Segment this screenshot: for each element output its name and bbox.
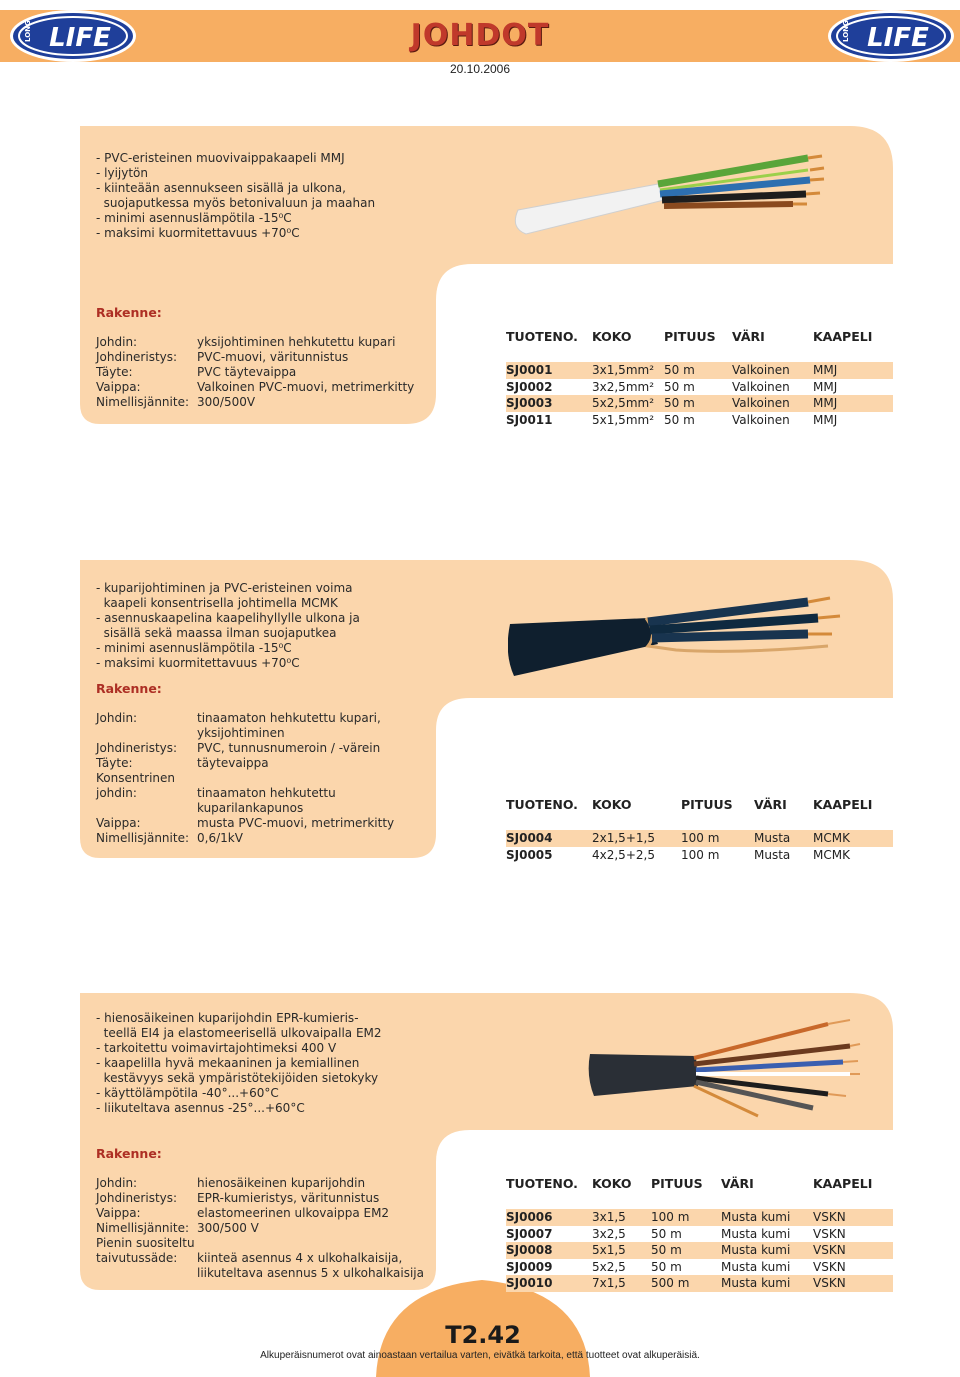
spec-label: Vaippa: [96, 816, 141, 830]
spec-row [96, 1251, 431, 1266]
cell-koko: 3x1,5mm² [592, 363, 655, 377]
cell-vari: Valkoinen [732, 412, 790, 427]
section3-rakenne-heading: Rakenne: [96, 1146, 162, 1161]
section2-specs [96, 711, 426, 846]
bullet-line: kaapeli konsentrisella johtimella MCMK [96, 596, 338, 610]
cell-koko: 3x2,5mm² [592, 379, 655, 394]
cell-code: SJ0002 [506, 379, 553, 394]
cell-pituus: 500 m [651, 1276, 690, 1291]
spec-row [96, 756, 426, 771]
spec-label: Nimellisjännite: [96, 395, 189, 409]
section3-bullets [96, 1011, 382, 1116]
bullet-line: - kaapelilla hyvä mekaaninen ja kemiallinen [96, 1056, 360, 1070]
bullet-line: - minimi asennuslämpötila -15⁰C [96, 211, 292, 225]
spec-value: PVC täytevaippa [197, 365, 297, 379]
table-header-row [506, 1176, 893, 1192]
bullet-line: kestävyys sekä ympäristötekijöiden sietokyky [96, 1071, 379, 1085]
spec-label: Johdineristys: [96, 350, 178, 364]
section2-bullets [96, 581, 360, 671]
cell-kaapeli: VSKN [813, 1259, 846, 1274]
cell-vari: Valkoinen [732, 363, 790, 377]
spec-row [96, 741, 426, 756]
bullet-line: - maksimi kuormitettavuus +70⁰C [96, 656, 300, 670]
cell-kaapeli: VSKN [813, 1210, 846, 1224]
cell-koko: 3x2,5 [592, 1226, 626, 1241]
spec-label: Johdin: [96, 335, 138, 349]
bullet-line: - liikuteltava asennus -25°...+60°C [96, 1101, 305, 1115]
cell-kaapeli: MMJ [813, 412, 838, 427]
spec-value: PVC, tunnusnumeroin / -värein [197, 741, 381, 755]
cell-code: SJ0003 [506, 396, 553, 411]
table-row [506, 412, 893, 429]
spec-label: Konsentrinen [96, 771, 176, 785]
spec-label: Johdin: [96, 1176, 138, 1190]
cell-koko: 2x1,5+1,5 [592, 831, 655, 845]
col-header-kaapeli: KAAPELI [813, 329, 873, 344]
cell-code: SJ0011 [506, 412, 553, 427]
spec-row [96, 1236, 431, 1251]
table-row [506, 1242, 893, 1259]
cell-koko: 5x2,5 [592, 1259, 626, 1274]
spec-row [96, 380, 426, 395]
cell-code: SJ0006 [506, 1210, 553, 1224]
page-date: 20.10.2006 [449, 62, 511, 76]
bullet-line: teellä EI4 ja elastomeerisellä ulkovaipalla EM2 [96, 1026, 382, 1040]
cell-kaapeli: MCMK [813, 847, 850, 862]
spec-label: Johdin: [96, 711, 138, 725]
col-header-vari: VÄRI [721, 1176, 754, 1191]
spec-value: kiinteä asennus 4 x ulkohalkaisija, [197, 1251, 403, 1265]
spec-row [96, 771, 426, 786]
bullet-line: suojaputkessa myös betonivaluun ja maahan [96, 196, 376, 210]
table-row [506, 1259, 893, 1276]
col-header-pituus: PITUUS [664, 329, 716, 344]
col-header-vari: VÄRI [754, 797, 787, 812]
table-row [506, 395, 893, 412]
cell-code: SJ0005 [506, 847, 553, 862]
cell-kaapeli: VSKN [813, 1226, 846, 1241]
spec-label: Johdineristys: [96, 1191, 178, 1205]
cell-kaapeli: MMJ [813, 379, 838, 394]
spec-row [96, 816, 426, 831]
section1-rakenne-heading: Rakenne: [96, 305, 162, 320]
cell-pituus: 50 m [664, 412, 695, 427]
spec-value: Valkoinen PVC-muovi, metrimerkitty [197, 380, 415, 394]
cable-image-mcmk [508, 584, 848, 684]
cell-vari: Musta kumi [721, 1276, 791, 1291]
bullet-line: - asennuskaapelina kaapelihyllylle ulkona ja [96, 611, 360, 625]
spec-label: Vaippa: [96, 1206, 141, 1220]
spec-label: Johdineristys: [96, 741, 178, 755]
spec-value: tinaamaton hehkutettu [197, 786, 336, 800]
col-header-pituus: PITUUS [651, 1176, 703, 1191]
spec-value: yksijohtiminen [197, 726, 285, 740]
cell-koko: 5x1,5mm² [592, 412, 655, 427]
col-header-koko: KOKO [592, 797, 632, 812]
page-number: T2.42 [445, 1321, 521, 1349]
bullet-line: - hienosäikeinen kuparijohdin EPR-kumieris- [96, 1011, 359, 1025]
cell-pituus: 50 m [651, 1226, 682, 1241]
spec-row [96, 350, 426, 365]
cell-koko: 5x2,5mm² [592, 396, 655, 411]
page-title: JOHDOT [410, 18, 550, 53]
spec-row [96, 1221, 431, 1236]
spec-value: 0,6/1kV [197, 831, 243, 845]
spec-value: 300/500V [197, 395, 256, 409]
spec-label: Pienin suositeltu [96, 1236, 195, 1250]
spec-label: Nimellisjännite: [96, 831, 189, 845]
cell-pituus: 100 m [651, 1210, 690, 1224]
table-row [506, 362, 893, 379]
col-header-kaapeli: KAAPELI [813, 797, 873, 812]
cell-pituus: 100 m [681, 831, 720, 845]
spec-row [96, 335, 426, 350]
bullet-line: - minimi asennuslämpötila -15⁰C [96, 641, 292, 655]
spec-label: Täyte: [96, 365, 133, 379]
bullet-line: - tarkoitettu voimavirtajohtimeksi 400 V [96, 1041, 337, 1055]
spec-row [96, 1191, 431, 1206]
cell-vari: Musta kumi [721, 1226, 791, 1241]
bullet-line: - käyttölämpötila -40°...+60°C [96, 1086, 279, 1100]
spec-label: taivutussäde: [96, 1251, 178, 1265]
bullet-line: sisällä sekä maassa ilman suojaputkea [96, 626, 337, 640]
cell-pituus: 50 m [664, 396, 695, 411]
col-header-koko: KOKO [592, 329, 632, 344]
section2-product-table [506, 797, 893, 863]
table-row [506, 1209, 893, 1226]
bullet-line: - maksimi kuormitettavuus +70⁰C [96, 226, 300, 240]
spec-row [96, 365, 426, 380]
table-header-row [506, 797, 893, 813]
logo-text: LIFE [49, 23, 111, 53]
cell-vari: Musta [754, 831, 791, 845]
cell-vari: Musta kumi [721, 1259, 791, 1274]
cell-code: SJ0007 [506, 1226, 553, 1241]
cell-kaapeli: MCMK [813, 831, 850, 845]
cell-pituus: 50 m [664, 363, 695, 377]
cell-koko: 4x2,5+2,5 [592, 847, 655, 862]
cable-image-mmj [508, 148, 828, 238]
cell-vari: Musta [754, 847, 791, 862]
spec-row [96, 831, 426, 846]
spec-value: hienosäikeinen kuparijohdin [197, 1176, 366, 1190]
section3-specs [96, 1176, 431, 1281]
bullet-line: - kuparijohtiminen ja PVC-eristeinen voima [96, 581, 353, 595]
col-header-tuoteno: TUOTENO. [506, 797, 578, 812]
col-header-pituus: PITUUS [681, 797, 733, 812]
spec-row [96, 801, 426, 816]
cell-code: SJ0001 [506, 363, 553, 377]
col-header-tuoteno: TUOTENO. [506, 1176, 578, 1191]
spec-label: Täyte: [96, 756, 133, 770]
spec-value: tinaamaton hehkutettu kupari, [197, 711, 381, 725]
section2-rakenne-heading: Rakenne: [96, 681, 162, 696]
cell-pituus: 100 m [681, 847, 720, 862]
spec-value: PVC-muovi, väritunnistus [197, 350, 349, 364]
cell-code: SJ0004 [506, 831, 553, 845]
bullet-line: - lyijytön [96, 166, 149, 180]
cable-image-vskn [588, 1016, 863, 1126]
table-header-row [506, 329, 893, 345]
cell-koko: 5x1,5 [592, 1243, 626, 1258]
spec-label: Nimellisjännite: [96, 1221, 189, 1235]
cell-code: SJ0009 [506, 1259, 553, 1274]
spec-value: EPR-kumieristys, väritunnistus [197, 1191, 380, 1205]
spec-row [96, 395, 426, 410]
cell-code: SJ0008 [506, 1243, 553, 1258]
spec-label: Vaippa: [96, 380, 141, 394]
cell-vari: Valkoinen [732, 379, 790, 394]
col-header-tuoteno: TUOTENO. [506, 329, 578, 344]
cell-koko: 3x1,5 [592, 1210, 626, 1224]
spec-value: liikuteltava asennus 5 x ulkohalkaisija [197, 1266, 424, 1280]
spec-value: kuparilankapunos [197, 801, 304, 815]
col-header-kaapeli: KAAPELI [813, 1176, 873, 1191]
spec-value: 300/500 V [197, 1221, 259, 1235]
section3-product-table [506, 1176, 893, 1292]
spec-value: yksijohtiminen hehkutettu kupari [197, 335, 396, 349]
cell-pituus: 50 m [664, 379, 695, 394]
logo-long: LONG [842, 20, 850, 42]
spec-row [96, 1206, 431, 1221]
spec-label: johdin: [96, 786, 137, 800]
table-row [506, 830, 893, 847]
cell-vari: Musta kumi [721, 1210, 791, 1224]
logo-text: LIFE [867, 23, 929, 53]
spec-row [96, 726, 426, 741]
logo-long: LONG [24, 20, 32, 42]
spec-row [96, 1266, 431, 1281]
section1-product-table [506, 329, 893, 428]
cell-pituus: 50 m [651, 1243, 682, 1258]
section1-specs [96, 335, 426, 410]
cell-code: SJ0010 [506, 1276, 553, 1291]
cell-pituus: 50 m [651, 1259, 682, 1274]
cell-kaapeli: MMJ [813, 363, 838, 377]
table-row [506, 1226, 893, 1243]
cell-vari: Musta kumi [721, 1243, 791, 1258]
bullet-line: - kiinteään asennukseen sisällä ja ulkona, [96, 181, 346, 195]
spec-value: musta PVC-muovi, metrimerkitty [197, 816, 395, 830]
spec-value: täytevaippa [197, 756, 269, 770]
spec-row [96, 786, 426, 801]
col-header-vari: VÄRI [732, 329, 765, 344]
table-row [506, 379, 893, 396]
col-header-koko: KOKO [592, 1176, 632, 1191]
table-row [506, 1275, 893, 1292]
footer-note: Alkuperäisnumerot ovat ainoastaan vertailua varten, eivätkä tarkoita, että tuotteet ovat alkuperäisiä. [260, 1350, 700, 1361]
cell-koko: 7x1,5 [592, 1276, 626, 1291]
cell-vari: Valkoinen [732, 396, 790, 411]
cell-kaapeli: VSKN [813, 1276, 846, 1291]
table-row [506, 847, 893, 864]
spec-row [96, 711, 426, 726]
bullet-line: - PVC-eristeinen muovivaippakaapeli MMJ [96, 151, 345, 165]
spec-value: elastomeerinen ulkovaippa EM2 [197, 1206, 390, 1220]
spec-row [96, 1176, 431, 1191]
cell-kaapeli: MMJ [813, 396, 838, 411]
cell-kaapeli: VSKN [813, 1243, 846, 1258]
section1-bullets [96, 151, 375, 241]
